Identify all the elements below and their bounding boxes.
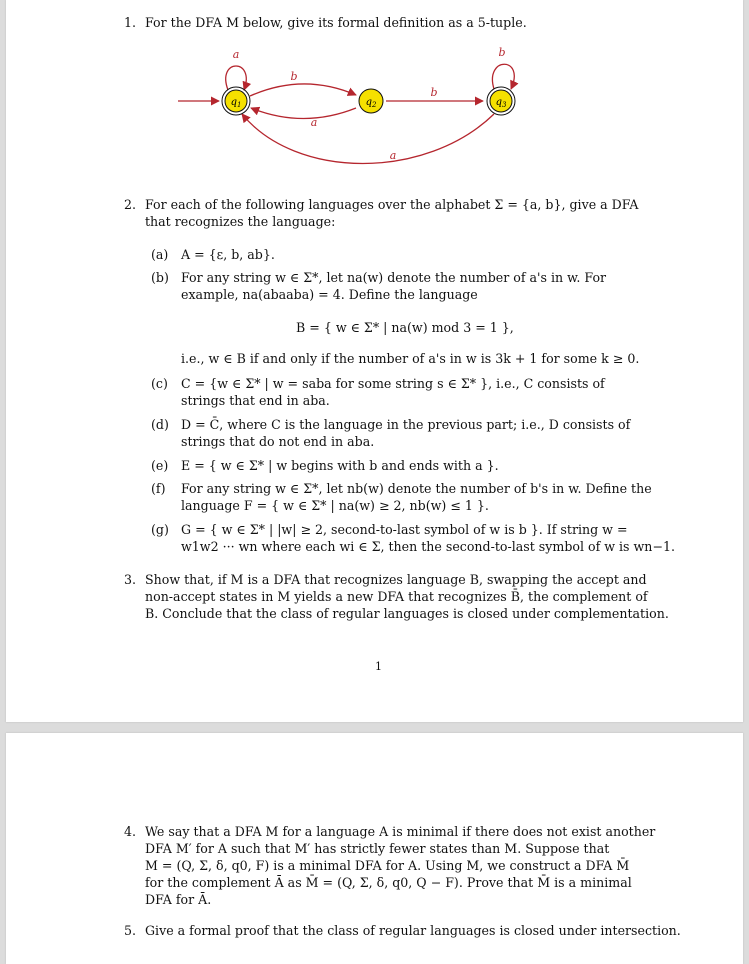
subproblem-line-1: For any string w ∈ Σ*, let nb(w) denote the number of b's in w. Define the xyxy=(181,481,652,496)
problem-intro-line-2: that recognizes the language: xyxy=(145,214,336,229)
problem-line-2: DFA M′ for A such that M′ has strictly fewer states than M. Suppose that xyxy=(145,841,610,856)
subproblem-d xyxy=(151,416,656,450)
language-b-equation: B = { w ∈ Σ* | na(w) mod 3 = 1 }, xyxy=(296,320,514,335)
problem-line-3: M = (Q, Σ, δ, q0, F) is a minimal DFA for A. Using M, we construct a DFA M̄ xyxy=(145,858,630,873)
state-q3 xyxy=(487,87,515,115)
subproblem-f xyxy=(151,480,656,514)
problem-line-3: B. Conclude that the class of regular languages is closed under complementation. xyxy=(145,606,669,621)
edge-label-q2-q3: b xyxy=(430,86,438,99)
problem-4 xyxy=(124,823,659,913)
state-q1 xyxy=(222,87,250,115)
edge-label-q3-q3: b xyxy=(498,46,506,59)
problem-number: 3. xyxy=(124,572,137,587)
problem-line-1: Show that, if M is a DFA that recognizes language B, swapping the accept and xyxy=(145,572,647,587)
edge-q1-q1 xyxy=(226,66,247,90)
problem-number: 1. xyxy=(124,15,137,30)
edge-q3-q1 xyxy=(242,114,494,164)
problem-line-4: for the complement Ā as M̄ = (Q, Σ, δ, q0, Q − F). Prove that M̄ is a minimal xyxy=(145,875,632,890)
edge-q2-q1 xyxy=(251,108,356,119)
subproblem-label: (a) xyxy=(151,247,169,262)
edge-q1-q2 xyxy=(250,84,356,96)
problem-intro-line-1: For each of the following languages over the alphabet Σ = {a, b}, give a DFA xyxy=(145,197,639,212)
subproblem-g xyxy=(151,521,675,555)
subproblem-label: (g) xyxy=(151,522,169,537)
edge-q3-q3 xyxy=(492,64,514,89)
problem-line-2: non-accept states in M yields a new DFA that recognizes B̄, the complement of xyxy=(145,589,648,604)
subproblem-label: (b) xyxy=(151,270,169,285)
problem-5 xyxy=(124,922,681,939)
problem-line-1: We say that a DFA M for a language A is minimal if there does not exist another xyxy=(145,824,656,839)
edge-label-q3-q1: a xyxy=(389,149,397,162)
problem-number: 2. xyxy=(124,197,137,212)
subproblem-line-1: G = { w ∈ Σ* | |w| ≥ 2, second-to-last symbol of w is b }. If string w = xyxy=(181,522,628,537)
edge-label-q2-q1: a xyxy=(310,116,318,129)
subproblem-text: A = {ε, b, ab}. xyxy=(181,247,275,262)
subproblem-b xyxy=(151,269,656,369)
subproblem-label: (d) xyxy=(151,417,169,432)
svg-text:q2: $q_2$ xyxy=(365,97,377,109)
subproblem-e xyxy=(151,457,656,474)
problem-text: Give a formal proof that the class of regular languages is closed under intersection. xyxy=(145,923,681,938)
subproblem-label: (e) xyxy=(151,458,169,473)
dfa-diagram xyxy=(166,40,546,170)
subproblem-label: (f) xyxy=(151,481,166,496)
document-page-2 xyxy=(6,733,743,964)
subproblem-line-3: i.e., w ∈ B if and only if the number of a's in w is 3k + 1 for some k ≥ 0. xyxy=(181,351,640,366)
subproblem-c xyxy=(151,375,656,409)
subproblem-line-1: For any string w ∈ Σ*, let na(w) denote the number of a's in w. For xyxy=(181,270,607,285)
svg-text:q3: $q_3$ xyxy=(495,97,507,109)
problem-3 xyxy=(124,571,669,625)
problem-number: 4. xyxy=(124,824,137,839)
problem-number: 5. xyxy=(124,923,137,938)
subproblem-line-2: w1w2 ··· wn where each wi ∈ Σ, then the second-to-last symbol of w is wn−1. xyxy=(181,539,675,554)
subproblem-text: E = { w ∈ Σ* | w begins with b and ends with a }. xyxy=(181,458,499,473)
edge-label-q1-q2: b xyxy=(290,70,298,83)
subproblem-line-2: language F = { w ∈ Σ* | na(w) ≥ 2, nb(w) ≤ 1 }. xyxy=(181,498,489,513)
subproblem-a xyxy=(151,246,656,263)
page-number: 1 xyxy=(375,660,382,673)
svg-text:q1: $q_1$ xyxy=(230,97,242,109)
subproblem-line-2: strings that do not end in aba. xyxy=(181,434,375,449)
subproblem-line-1: D = C̄, where C is the language in the previous part; i.e., D consists of xyxy=(181,417,631,432)
document-page-1 xyxy=(6,0,743,722)
subproblem-line-2: example, na(abaaba) = 4. Define the language xyxy=(181,287,478,302)
subproblem-line-2: strings that end in aba. xyxy=(181,393,330,408)
subproblem-label: (c) xyxy=(151,376,168,391)
problem-line-5: DFA for Ā. xyxy=(145,892,212,907)
problem-text: For the DFA M below, give its formal definition as a 5-tuple. xyxy=(145,15,527,30)
edge-label-q1-q1: a xyxy=(232,48,240,61)
subproblem-line-1: C = {w ∈ Σ* | w = saba for some string s ∈ Σ* }, i.e., C consists of xyxy=(181,376,605,391)
state-q2 xyxy=(359,89,383,113)
